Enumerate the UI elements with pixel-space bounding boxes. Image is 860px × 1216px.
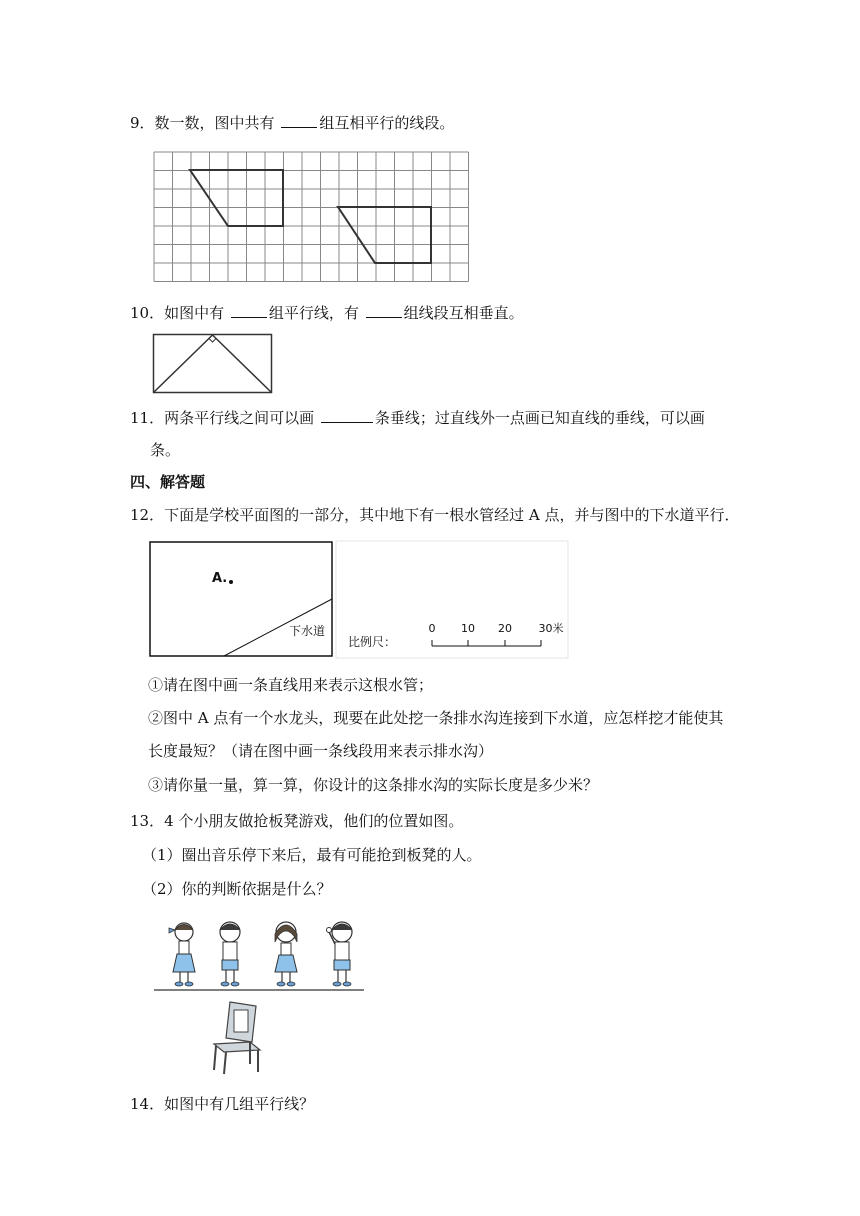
q12-sub3: ③请你量一量，算一算，你设计的这条排水沟的实际长度是多少米？ xyxy=(148,776,599,794)
q12-school-map-figure xyxy=(148,540,572,660)
q13-number: 13． xyxy=(130,812,165,830)
q9-trapezoid-right xyxy=(338,207,431,263)
q9-trapezoid-left xyxy=(190,170,283,226)
q12-scale-tick-10: 10 xyxy=(461,622,475,635)
q14-text: 14．如图中有几组平行线？ xyxy=(130,1095,315,1113)
q13-sub1: （1）圈出音乐停下来后，最有可能抢到板凳的人。 xyxy=(142,846,482,864)
q10-answer-blank-1[interactable] xyxy=(231,303,267,318)
q13-sub2: （2）你的判断依据是什么？ xyxy=(142,880,332,898)
q12-number: 12． xyxy=(130,506,165,524)
q11-number: 11． xyxy=(130,409,165,427)
q14-number: 14． xyxy=(130,1095,165,1113)
q12-point-a-label: A. xyxy=(212,571,228,586)
q10-number: 10． xyxy=(130,304,165,322)
q12-scale-label: 比例尺： xyxy=(348,635,397,649)
q9-number: 9． xyxy=(130,114,155,132)
q11-text: 11．两条平行线之间可以画 条垂线；过直线外一点画已知直线的垂线，可以画 xyxy=(130,409,705,427)
q12-scale-tick-20: 20 xyxy=(498,622,512,635)
q12-sewer-label: 下水道 xyxy=(289,624,326,638)
q11-text-cont: 条。 xyxy=(150,441,181,459)
q12-text: 12．下面是学校平面图的一部分，其中地下有一根水管经过 A 点，并与图中的下水道平行． xyxy=(130,506,740,524)
child-4-icon xyxy=(327,922,353,986)
section-heading: 四、解答题 xyxy=(130,473,206,491)
child-1-icon xyxy=(169,923,195,986)
q11-answer-blank-1[interactable] xyxy=(321,408,373,423)
q10-answer-blank-2[interactable] xyxy=(366,303,402,318)
q12-sub2-line1: ②图中 A 点有一个水龙头，现要在此处挖一条排水沟连接到下水道，应怎样挖才能使其 xyxy=(148,709,724,727)
child-2-icon xyxy=(220,922,240,986)
q13-children-figure xyxy=(152,916,366,1078)
q10-text: 10．如图中有 组平行线，有 组线段互相垂直。 xyxy=(130,304,524,322)
q9-grid-figure xyxy=(153,151,471,283)
q12-scale-tick-30: 30米 xyxy=(538,622,564,635)
q13-text: 13．4 个小朋友做抢板凳游戏，他们的位置如图。 xyxy=(130,812,464,830)
q10-rectangle-figure xyxy=(152,333,274,395)
q12-scale-tick-0: 0 xyxy=(428,622,436,635)
q9-answer-blank[interactable] xyxy=(281,113,317,128)
q12-point-a xyxy=(229,580,233,584)
chair-icon xyxy=(214,1002,260,1074)
q9-text: 9．数一数，图中共有 组互相平行的线段。 xyxy=(130,114,455,132)
q12-sub2-line2: 长度最短？（请在图中画一条线段用来表示排水沟） xyxy=(148,742,494,760)
q12-sub1: ①请在图中画一条直线用来表示这根水管； xyxy=(148,676,434,694)
child-3-icon xyxy=(275,922,297,986)
